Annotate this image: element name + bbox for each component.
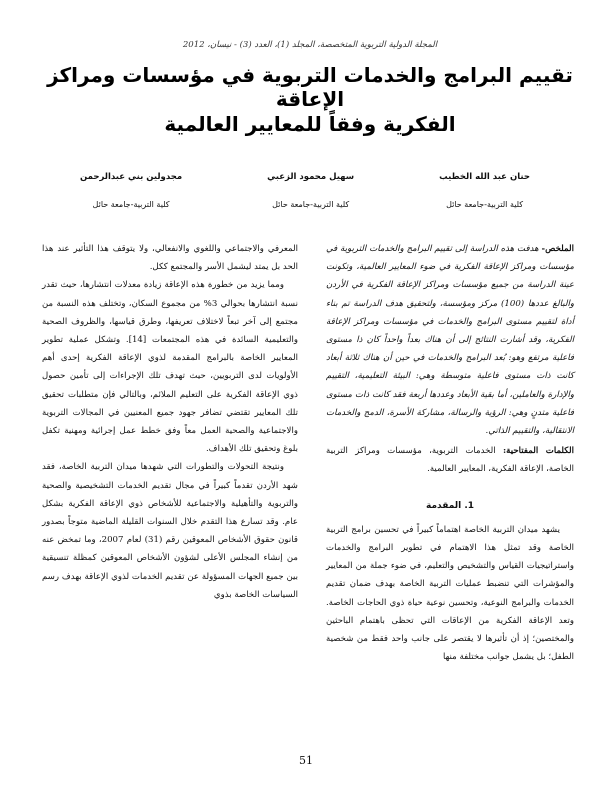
author-3 — [80, 172, 182, 209]
author-2 — [267, 172, 354, 209]
paper-title-line-1: تقييم البرامج والخدمات التربوية في مؤسسات ومراكز الإعاقة — [47, 63, 573, 111]
abstract — [326, 240, 574, 440]
abstract-text: هدفت هذه الدراسة إلى تقييم البرامج والخدمات التربوية في مؤسسات ومراكز الإعاقة الفكرية في ضوء المعايير العالمية، وتكونت عينة الدراسة من جميع مؤسسات ومراكز الإعاقة الفكرية في الأردن والبالغ عددها (100) مركز ومؤسسة، ولتحقيق هدف الدراسة تم بناء أداة لتقييم مستوى البرامج والخدمات في مؤسسات ومراكز الإعاقة الفكرية، وقد أشارت النتائج إلى أن هناك بعداً واحداً كان ذا مستوى فاعلية مرتفع وهو: بُعد البرامج والخدمات في حين أن هناك ثلاثة أبعاد كانت ذات مستوى فاعلية متوسطة وهي: البيئة التعليمية، التقييم والإدارة والعاملين، أما بقية الأبعاد وعددها أربعة فقد كانت ذات مستوى فاعلية متدنٍ وهي: الرؤية والرسالة، مشاركة الأسرة، الدمج والخدمات الانتقالية، والتقييم الذاتي. — [326, 244, 574, 437]
right-column — [326, 240, 574, 666]
keywords — [326, 442, 574, 478]
running-header: المجلة الدولية التربوية المتخصصة، المجلد (1)، العدد (3) - نيسان، 2012 — [182, 40, 438, 50]
body-paragraph-2: ومما يزيد من خطورة هذه الإعاقة زيادة معدلات انتشارها، حيث تقدر نسبة انتشارها بحوالي 3% من مجموع السكان، وتختلف هذه النسبة من مجتمع إلى آخر تبعاً لاختلاف تعريفها، وطرق قياسها، والظروف الصحية والتعليمية السائدة في هذه المجتمعات [14]. وتشكل عملية تطوير المعايير الخاصة بالبرامج المقدمة لذوي الإعاقة الفكرية إحدى أهم الأولويات لدى التربويين، حيث تهدف تلك الإجراءات إلى تأمين حصول ذوي الإعاقة الفكرية على التعليم الملائم، وبالتالي فإن متطلبات تحقيق تلك المعايير تقتضي تضافر جهود جميع المعنيين في المجالات التربوية والاجتماعية والصحية العمل معاً وفق خطط عمل إجرائية ومهنية تكفل بلوغ وتحقيق تلك الأهداف. — [42, 280, 298, 455]
author-list — [80, 172, 530, 209]
author-name: سهيل محمود الزعبي — [267, 172, 355, 182]
author-name: حنان عبد الله الخطيب — [439, 172, 530, 182]
intro-paragraph: يشهد ميدان التربية الخاصة اهتماماً كبيراً في تحسين برامج التربية الخاصة وقد تمثل هذا الاهتمام في تطوير البرامج والخدمات واستراتيجيات القياس والتشخيص والتعليم، في ضوء جملة من المعايير والمؤشرات التي تنضبط عمليات التربية الخاصة بهدف ضمان تقديم الخدمات والبرامج النوعية، وتحسين نوعية حياة ذوي الحاجات الخاصة. وتعد الإعاقة الفكرية من الإعاقات التي تحظى باهتمام الباحثين والمختصين؛ إذ أن تأثيرها لا يقتصر على جانب واحد فقط من شخصية الطفل؛ بل يشمل جوانب مختلفة منها — [326, 524, 574, 663]
keywords-text: الخدمات التربوية، مؤسسات ومراكز التربية الخاصة، الإعاقة الفكرية، المعايير العالمية. — [326, 446, 574, 475]
keywords-label: الكلمات المفتاحية: — [502, 446, 575, 457]
author-1 — [439, 172, 530, 209]
author-affiliation: كلية التربية-جامعة حائل — [272, 200, 350, 209]
left-column — [42, 240, 298, 604]
paper-title-line-2: الفكرية وفقاً للمعايير العالمية — [164, 112, 456, 136]
author-affiliation: كلية التربية-جامعة حائل — [92, 200, 170, 209]
author-affiliation: كلية التربية-جامعة حائل — [446, 200, 524, 209]
body-paragraph-3: ونتيجة التحولات والتطورات التي شهدها ميدان التربية الخاصة، فقد شهد الأردن تقدماً كبيراً في مجال تقديم الخدمات التشخيصية والصحية والتربوية والتأهيلية والاجتماعية للأشخاص ذوي الإعاقة الفكرية بشكل عام. وقد تسارع هذا التقدم خلال السنوات القليلة الماضية متوجاً بصدور قانون حقوق الأشخاص المعوقين رقم (31) لعام 2007، وما تمخض عنه من إنشاء المجلس الأعلى لشؤون الأشخاص المعوقين كمظلة تنسيقية بين جميع الجهات المسؤولة عن تقديم الخدمات لذوي الإعاقة بهدف رسم السياسات الخاصة بذوي — [42, 462, 298, 600]
page-number: 51 — [299, 754, 313, 767]
author-name: مجدولين بني عبدالرحمن — [80, 172, 183, 182]
abstract-label: الملخص- — [541, 244, 574, 254]
section-heading-introduction: 1. المقدمة — [425, 500, 475, 511]
body-paragraph-1: المعرفي والاجتماعي واللغوي والانفعالي، ولا يتوقف هذا التأثير عند هذا الحد بل يمتد ليشمل الأسر والمجتمع ككل. — [42, 244, 298, 273]
